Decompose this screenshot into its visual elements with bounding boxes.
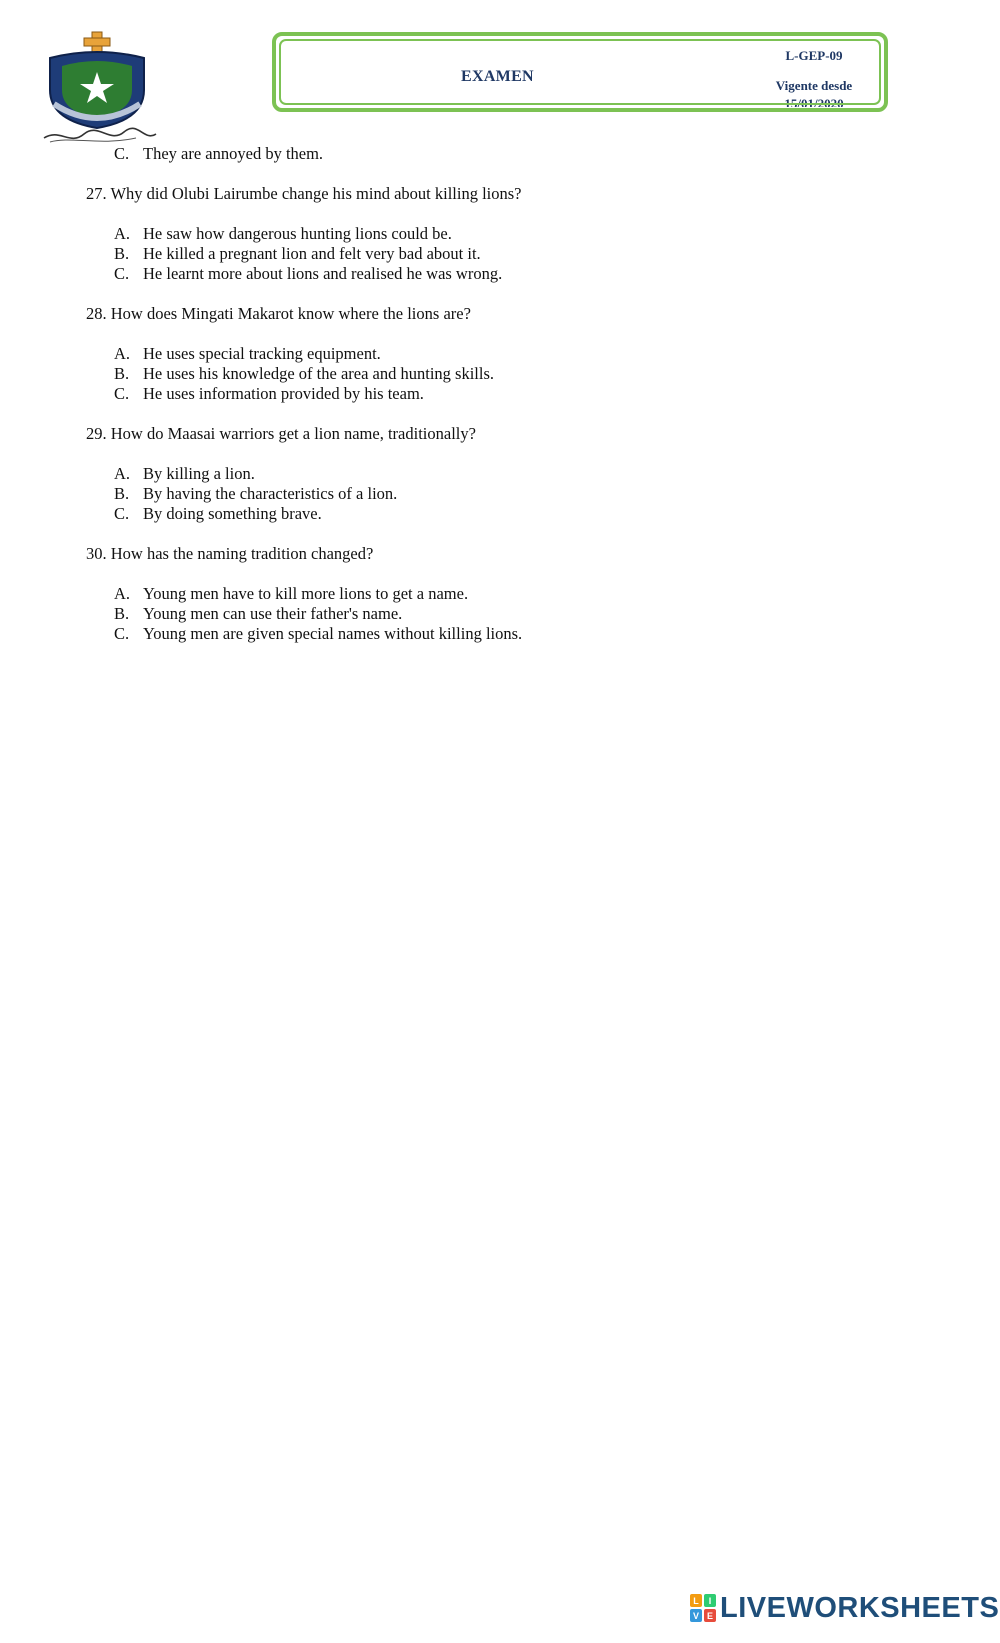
option-text: By having the characteristics of a lion.: [143, 484, 398, 503]
option-letter: A.: [114, 464, 131, 483]
valid-since-label: Vigente desde: [775, 78, 853, 93]
brand-text: LIVEWORKSHEETS: [720, 1591, 1000, 1624]
option-text: He killed a pregnant lion and felt very bad about it.: [143, 244, 481, 263]
option-text: Young men can use their father's name.: [143, 604, 403, 623]
option-letter: B.: [114, 484, 130, 503]
valid-since-date: 15/01/2020: [784, 96, 844, 107]
option-letter: C.: [114, 624, 130, 643]
crest-icon: [40, 28, 160, 148]
option-letter: C.: [114, 144, 130, 163]
exam-header-box: [272, 32, 888, 112]
liveworksheets-brand: [690, 1588, 999, 1628]
question-29: 29. How do Maasai warriors get a lion name, traditionally?: [86, 424, 476, 443]
option-text: He uses information provided by his team.: [143, 384, 424, 403]
option-letter: B.: [114, 244, 130, 263]
option-letter: B.: [114, 364, 130, 383]
option-letter: C.: [114, 384, 130, 403]
option-letter: C.: [114, 264, 130, 283]
option-text: He uses special tracking equipment.: [143, 344, 381, 363]
exam-title: EXAMEN: [461, 68, 534, 85]
option-text: Young men are given special names without killing lions.: [143, 624, 523, 643]
option-letter: A.: [114, 224, 131, 243]
option-text: By killing a lion.: [143, 464, 255, 483]
option-letter: A.: [114, 344, 131, 363]
document-code: L-GEP-09: [785, 48, 843, 63]
question-28: 28. How does Mingati Makarot know where the lions are?: [86, 304, 471, 323]
question-27: 27. Why did Olubi Lairumbe change his mind about killing lions?: [86, 184, 522, 203]
option-text: He learnt more about lions and realised he was wrong.: [143, 264, 503, 283]
option-letter: A.: [114, 584, 131, 603]
school-crest-logo: [40, 28, 160, 148]
option-text: They are annoyed by them.: [143, 144, 324, 163]
option-letter: C.: [114, 504, 130, 523]
option-letter: B.: [114, 604, 130, 623]
option-text: He uses his knowledge of the area and hunting skills.: [143, 364, 495, 383]
question-30: 30. How has the naming tradition changed?: [86, 544, 374, 563]
option-text: He saw how dangerous hunting lions could be.: [143, 224, 452, 243]
validity-block: [734, 77, 894, 107]
option-text: By doing something brave.: [143, 504, 322, 523]
liveworksheets-logo-icon: L I V E: [690, 1594, 716, 1622]
option-text: Young men have to kill more lions to get a name.: [143, 584, 469, 603]
